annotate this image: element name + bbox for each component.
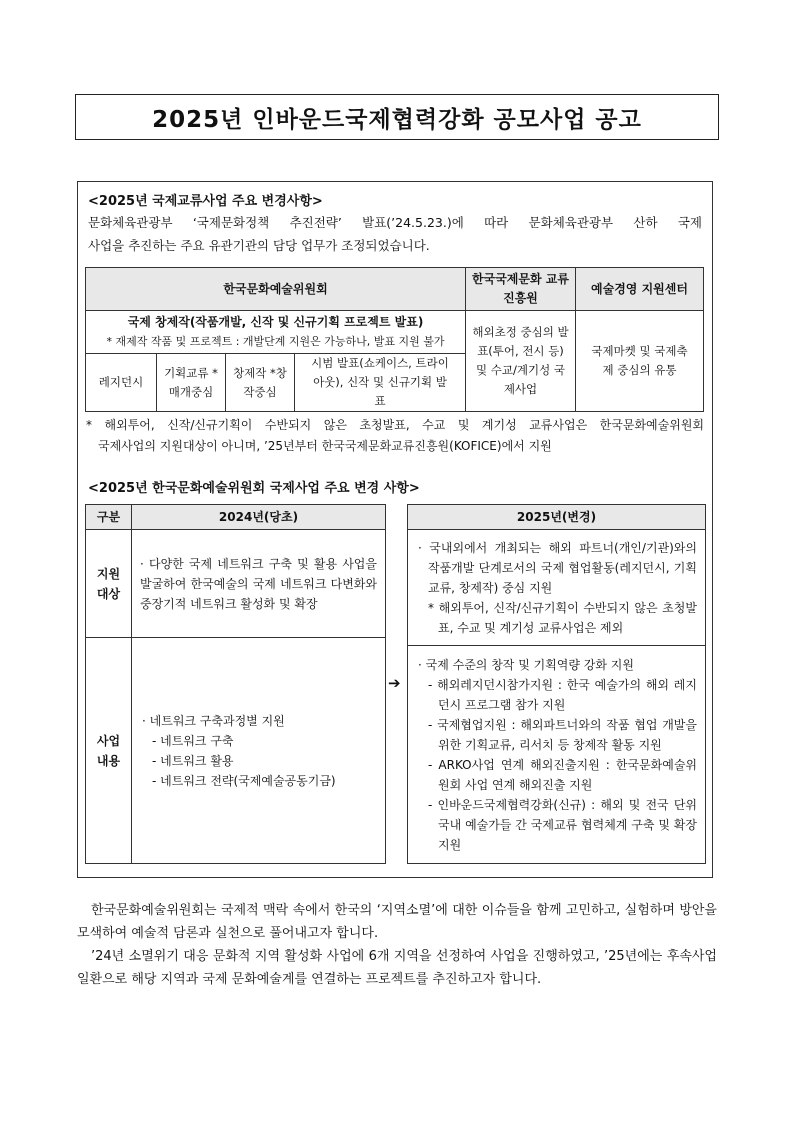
target-2025-note: * 해외투어, 신작/신규기획이 수반되지 않은 초청발표, 수교 및 계기성 교류사업은 제외 [428, 600, 697, 635]
kofice-desc: 해외초정 중심의 발표(투어, 전시 등) 및 수교/계기성 국제사업 [466, 311, 576, 412]
intro-line2: 사업을 추진하는 주요 유관기관의 담당 업무가 조정되었습니다. [88, 238, 430, 253]
creation-type-cell: 창제작 *창작중심 [226, 354, 295, 412]
section1-heading: <2025년 국제교류사업 주요 변경사항> [88, 194, 323, 209]
intro-line1: 문화체육관광부 ‘국제문화정책 추진전략’ 발표(’24.5.23.)에 따라 문화체육관광부 산하 국제 [88, 215, 702, 230]
header-kofice: 한국국제문화 교류진흥원 [466, 268, 576, 311]
creation-title: 국제 창제작(작품개발, 신작 및 신규기획 프로젝트 발표) [127, 315, 424, 329]
creation-cell [86, 311, 466, 354]
content-2024-item: - 네트워크 구축 [152, 733, 234, 748]
section1-intro [88, 211, 702, 257]
col-category: 구분 [86, 505, 132, 530]
residency-cell: 레지던시 [86, 354, 157, 412]
target-2025-main: · 국내외에서 개최되는 해외 파트너(개인/기관)와의 작품개발 단계로서의 국제 협업활동(레지던시, 기획교류, 창제작) 중심 지원 [418, 540, 697, 595]
content-2025-item: - 인바운드국제협력강화(신규) : 해외 및 전국 단위 국내 예술가들 간 국제교류 협력체계 구축 및 확장 지원 [428, 797, 697, 852]
content-2024-main: · 네트워크 구축과정별 지원 [142, 713, 285, 728]
table-2024 [85, 504, 386, 864]
table-2025 [407, 504, 706, 864]
row-content-head: 사업 내용 [86, 638, 132, 864]
content-2024-item: - 네트워크 활용 [152, 753, 234, 768]
pams-desc: 국제마켓 및 국제축제 중심의 유통 [576, 311, 704, 412]
col-2025: 2025년(변경) [408, 505, 706, 530]
section2-heading: <2025년 한국문화예술위원회 국제사업 주요 변경 사항> [88, 481, 420, 496]
showcase-cell: 시범 발표(쇼케이스, 트라이아웃), 신작 및 신규기획 발표 [295, 354, 466, 412]
content-2025-item: - 국제협업지원 : 해외파트너와의 작품 협업 개발을 위한 기획교류, 리서치 등 창제작 활동 지원 [428, 717, 697, 752]
notice-box [77, 181, 713, 878]
content-2025-item: - ARKO사업 연계 해외진출지원 : 한국문화예술위원회 사업 연계 해외진출 지원 [428, 757, 697, 792]
row-content-2024 [132, 638, 386, 864]
page-title [75, 94, 719, 140]
section1-footnote [86, 415, 704, 457]
col-2024: 2024년(당초) [132, 505, 386, 530]
content-2025-main: · 국제 수준의 창작 및 기획역량 강화 지원 [418, 657, 634, 672]
body-paragraph-2: ’24년 소멸위기 대응 문화적 지역 활성화 사업에 6개 지역을 선정하여 사업을 진행하였고, ’25년에는 후속사업 일환으로 해당 지역과 국제 문화예술계를 연결하는 프로젝트를 추진하고자 합니다. [77, 949, 717, 987]
creation-note: * 재제작 작품 및 프로젝트 : 개발단계 지원은 가능하나, 발표 지원 불가 [106, 335, 445, 348]
row-content-2025 [408, 646, 706, 864]
header-pams: 예술경영 지원센터 [576, 268, 704, 311]
content-2025-item: - 해외레지던시참가지원 : 한국 예술가의 해외 레지던시 프로그램 참가 지원 [428, 677, 697, 712]
row-target-2025 [408, 530, 706, 646]
row-target-head: 지원 대상 [86, 530, 132, 638]
page-title-text: 2025년 인바운드국제협력강화 공모사업 공고 [152, 106, 642, 133]
body-paragraph-1: 한국문화예술위원회는 국제적 맥락 속에서 한국의 ‘지역소멸’에 대한 이슈들을 함께 고민하고, 실험하며 방안을 모색하여 예술적 담론과 실천으로 풀어내고자 합니다. [77, 903, 717, 941]
change-arrow-icon: ➔ [388, 674, 401, 692]
change-comparison [85, 504, 706, 864]
row-target-2024: · 다양한 국제 네트워크 구축 및 활용 사업을 발굴하여 한국예술의 국제 네트워크 다변화와 중장기적 네트워크 활성화 및 확장 [132, 530, 386, 638]
agency-role-table [85, 267, 704, 412]
planning-cell: 기획교류 *매개중심 [157, 354, 226, 412]
footnote-line2: 국제사업의 지원대상이 아니며, ’25년부터 한국국제문화교류진흥원(KOFICE)에서 지원 [98, 439, 552, 453]
footnote-line1: * 해외투어, 신작/신규기획이 수반되지 않은 초청발표, 수교 및 계기성 교류사업은 한국문화예술위원회 [86, 418, 704, 432]
content-2024-item: - 네트워크 전략(국제예술공동기금) [152, 773, 336, 788]
header-arko: 한국문화예술위원회 [86, 268, 466, 311]
